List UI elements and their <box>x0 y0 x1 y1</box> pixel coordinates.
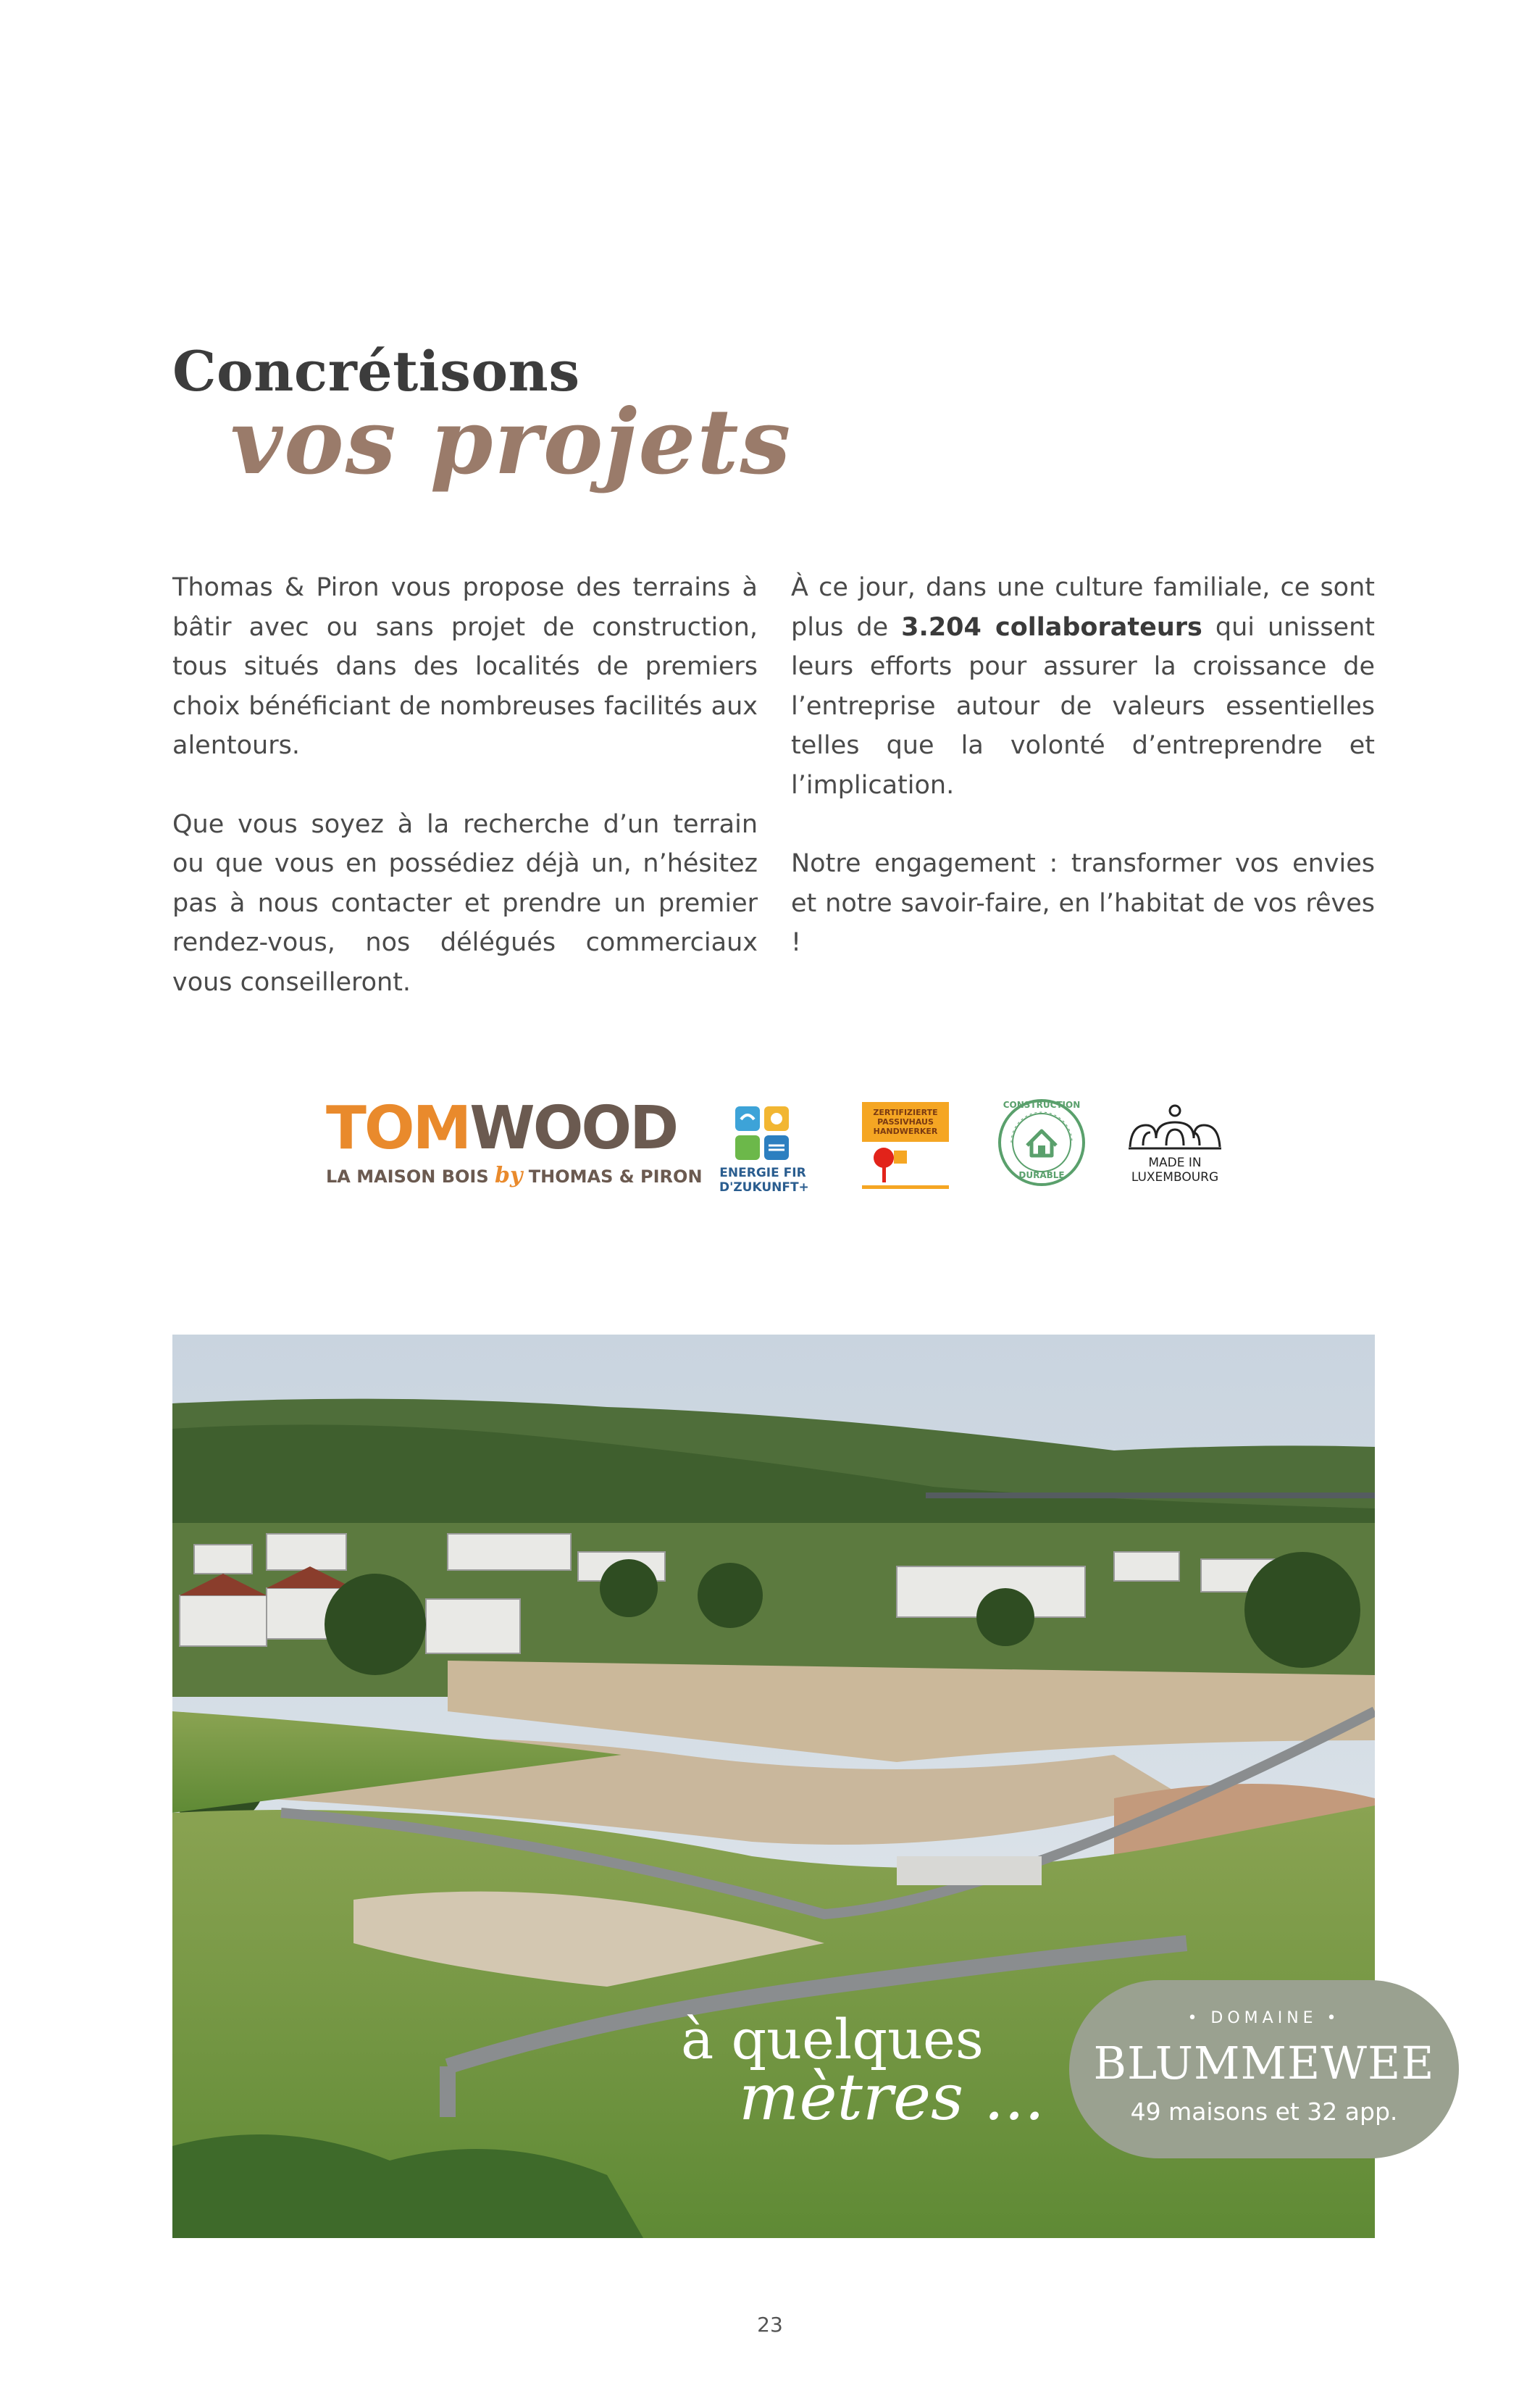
heading-title: Concrétisons <box>172 339 580 404</box>
caption-line-1: à quelques <box>681 2007 984 2071</box>
crown-icon <box>1124 1103 1226 1154</box>
paragraph: Que vous soyez à la recherche d’un terrain ou que vous en possédiez déjà un, n’hésitez pas à nous contacter et prendre un premier rendez-vous, nos délégués commerciaux vous conseilleront. <box>172 809 758 997</box>
domaine-badge <box>1069 1980 1459 2158</box>
construction-durable-logo: CONSTRUCTION DURABLE <box>997 1098 1087 1187</box>
page-number: 23 <box>757 2313 783 2337</box>
badge-label: • DOMAINE • <box>1187 2009 1341 2027</box>
passivhaus-handwerker-logo: ZERTIFIZIERTE PASSIVHAUS HANDWERKER <box>862 1102 949 1189</box>
paragraph: Thomas & Piron vous propose des terrains à bâtir avec ou sans projet de construction, tous situés dans des localités de premiers choix bénéficiant de nombreuses facilités aux alentours. <box>172 573 758 760</box>
collaborators-count: 3.204 collaborateurs <box>901 612 1202 642</box>
paragraph: Notre engagement : transformer vos envies et notre savoir-faire, en l’habitat de vos rêves ! <box>791 849 1375 957</box>
photo-caption <box>681 2007 1087 2134</box>
tomwood-logo: TOMWOOD LA MAISON BOIS by THOMAS & PIRON <box>326 1094 703 1188</box>
made-in-luxembourg-logo: MADE IN LUXEMBOURG <box>1124 1103 1226 1198</box>
heading-script-subtitle: vos projets <box>230 390 792 495</box>
passivhaus-emblem-icon <box>869 1143 913 1184</box>
text-column-left <box>172 568 758 1041</box>
energie-fir-dzukunft-logo: ENERGIE FIR D'ZUKUNFT+ <box>719 1103 806 1198</box>
badge-subtitle: 49 maisons et 32 app. <box>1130 2097 1398 2126</box>
caption-line-2: mètres ... <box>739 2060 1045 2134</box>
energie-icon <box>732 1103 793 1164</box>
text-column-right <box>791 568 1375 1002</box>
paragraph: À ce jour, dans une culture familiale, ce sont plus de 3.204 collaborateurs qui unissent leurs efforts pour assurer la croissance de l’entreprise autour de valeurs essentielles telles que la volonté d’entreprendre et l’implication. <box>791 573 1376 800</box>
certification-logos <box>0 1090 1540 1206</box>
badge-domain-name: BLUMMEWEE <box>1093 2037 1435 2090</box>
